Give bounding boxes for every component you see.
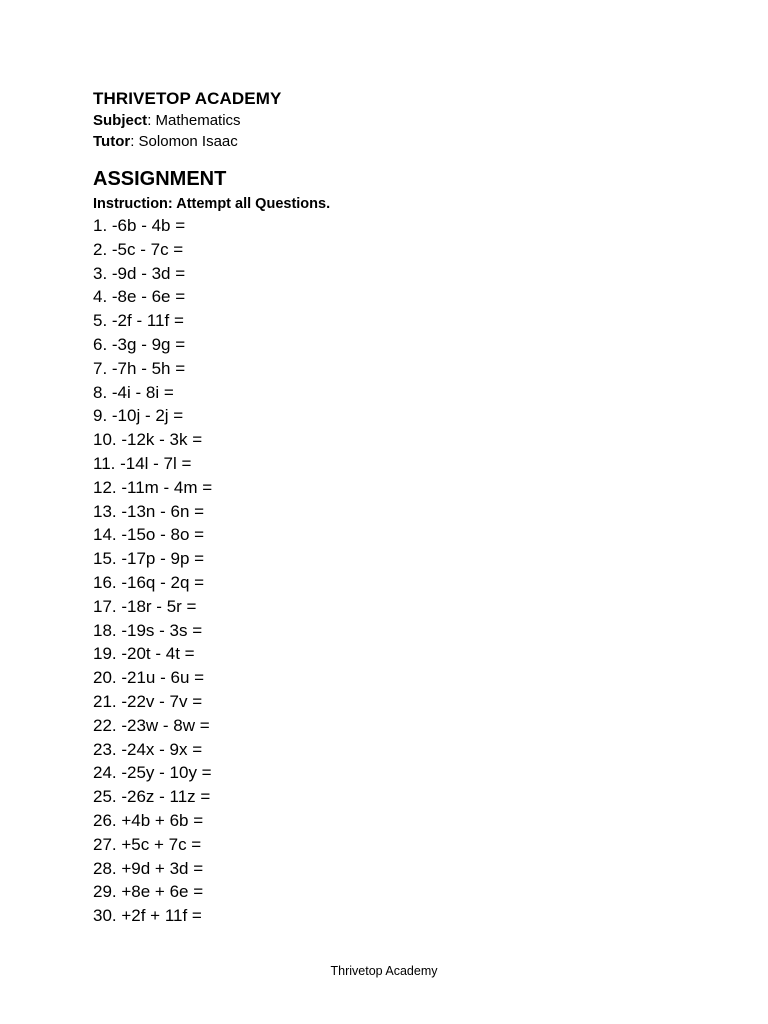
question-item: 20. -21u - 6u = <box>93 668 205 688</box>
question-item: 10. -12k - 3k = <box>93 430 203 450</box>
question-item: 19. -20t - 4t = <box>93 644 195 664</box>
question-item: 21. -22v - 7v = <box>93 691 203 711</box>
document-body <box>93 88 693 928</box>
page-footer: Thrivetop Academy <box>330 964 438 978</box>
subject-label: Subject <box>93 112 148 129</box>
question-item: 11. -14l - 7l = <box>93 453 192 473</box>
tutor-line <box>93 131 693 152</box>
subject-value: : Mathematics <box>147 112 241 129</box>
question-item: 16. -16q - 2q = <box>93 572 205 592</box>
assignment-title: ASSIGNMENT <box>93 168 227 190</box>
question-item: 5. -2f - 11f = <box>93 311 184 331</box>
subject-line <box>93 110 693 131</box>
question-item: 8. -4i - 8i = <box>93 382 174 402</box>
question-item: 28. +9d + 3d = <box>93 858 204 878</box>
question-item: 7. -7h - 5h = <box>93 358 186 378</box>
question-item: 6. -3g - 9g = <box>93 334 186 354</box>
tutor-value: : Solomon Isaac <box>130 133 238 150</box>
question-item: 18. -19s - 3s = <box>93 620 203 640</box>
question-item: 22. -23w - 8w = <box>93 715 210 735</box>
question-item: 1. -6b - 4b = <box>93 216 186 235</box>
question-item: 4. -8e - 6e = <box>93 287 186 307</box>
tutor-label: Tutor <box>93 133 131 150</box>
question-item: 12. -11m - 4m = <box>93 477 213 497</box>
question-list <box>93 214 693 928</box>
instruction-text: Instruction: Attempt all Questions. <box>93 196 331 212</box>
question-item: 23. -24x - 9x = <box>93 739 203 759</box>
question-item: 17. -18r - 5r = <box>93 596 197 616</box>
question-item: 25. -26z - 11z = <box>93 787 211 807</box>
question-item: 30. +2f + 11f = <box>93 906 202 926</box>
school-name: THRIVETOP ACADEMY <box>93 89 282 108</box>
question-item: 15. -17p - 9p = <box>93 549 205 569</box>
question-item: 14. -15o - 8o = <box>93 525 205 545</box>
question-item: 3. -9d - 3d = <box>93 263 186 283</box>
question-item: 9. -10j - 2j = <box>93 406 184 426</box>
question-item: 29. +8e + 6e = <box>93 882 204 902</box>
question-item: 27. +5c + 7c = <box>93 834 202 854</box>
question-item: 26. +4b + 6b = <box>93 810 204 830</box>
question-item: 13. -13n - 6n = <box>93 501 205 521</box>
question-item: 2. -5c - 7c = <box>93 239 184 259</box>
question-item: 24. -25y - 10y = <box>93 763 212 783</box>
